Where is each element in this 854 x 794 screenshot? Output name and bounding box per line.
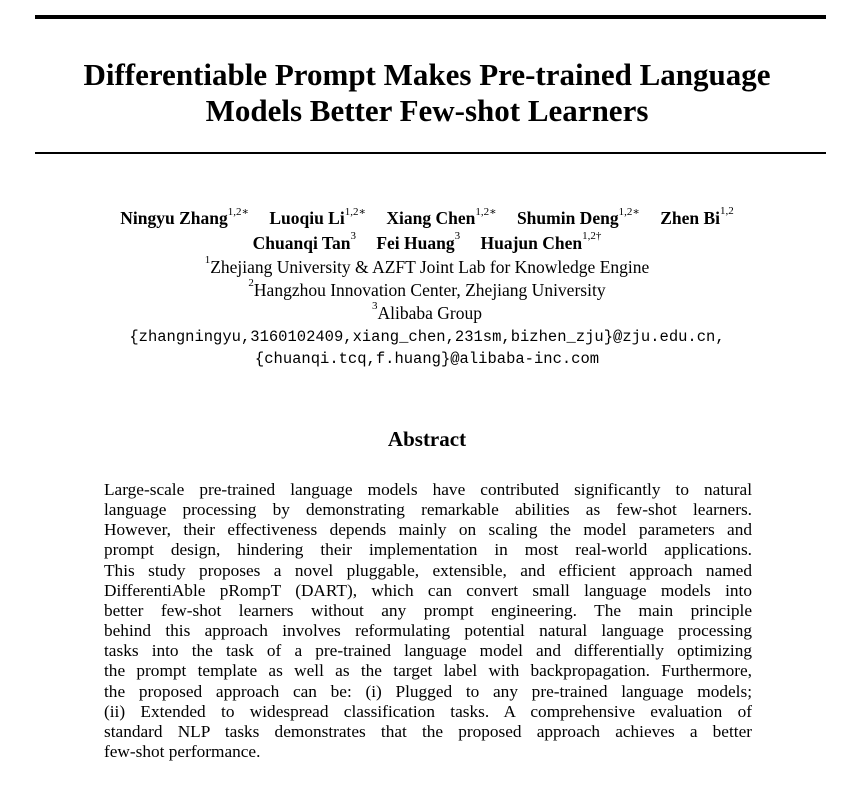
abstract-line: standard NLP tasks demonstrates that the proposed approach achieves a better bbox=[104, 721, 752, 741]
abstract-line: prompt design, hindering their implementation in most real-world applications. bbox=[104, 540, 752, 560]
abstract-line: the prompt template as well as the target label with backpropagation. Furthermore, bbox=[104, 661, 752, 681]
abstract-line: the proposed approach can be: (i) Plugged to any pre-trained language models; bbox=[104, 681, 752, 701]
author: Xiang Chen$^{1,2∗}$ bbox=[386, 206, 497, 228]
abstract-line: behind this approach involves reformulating potential natural language processing bbox=[104, 621, 752, 641]
top-rule bbox=[35, 15, 826, 19]
abstract-line: DifferentiAble pRompT (DART), which can convert small language models into bbox=[104, 580, 752, 600]
affiliation: $^1$Zhejiang University & AZFT Joint Lab for Knowledge Engine bbox=[204, 254, 650, 277]
abstract-line: Large-scale pre-trained language models have contributed significantly to natural bbox=[104, 480, 752, 499]
paper-title-line-1: Differentiable Prompt Makes Pre-trained Language bbox=[83, 57, 771, 92]
bottom-rule bbox=[35, 152, 826, 154]
author: Zhen Bi$^{1,2}$ bbox=[660, 205, 734, 228]
abstract-line: better few-shot learners without any prompt engineering. The main principle bbox=[104, 600, 752, 620]
author: Luoqiu $Li^{1,2∗}$ bbox=[269, 206, 366, 228]
author: Fei Huang$^3$ bbox=[376, 230, 461, 253]
abstract-line: This study proposes a novel pluggable, extensible, and efficient approach named bbox=[104, 560, 752, 580]
abstract-line: few-shot performance. bbox=[104, 741, 261, 761]
paper-title-line-2: Models Better Few-shot Learners bbox=[205, 93, 649, 128]
email-line: {chuanqi.tcq,f.huang}@alibaba-inc.com bbox=[254, 350, 600, 368]
affiliation: $^2$Hangzhou Innovation Center, Zhejiang University bbox=[248, 277, 606, 300]
abstract-heading: Abstract bbox=[387, 427, 467, 451]
author-line-1 bbox=[0, 205, 854, 229]
abstract-line: (ii) Extended to widespread classification tasks. A comprehensive evaluation of bbox=[104, 701, 752, 721]
email-line: {zhangningyu,3160102409,xiang_chen,231sm,bizhen_zju}@zju.edu.cn, bbox=[129, 328, 725, 346]
author: Ningyu Zhang$^{1,2∗}$ bbox=[120, 206, 249, 228]
abstract-line: language processing by demonstrating remarkable abilities as few-shot learners. bbox=[104, 500, 752, 520]
abstract-line: However, their effectiveness depends mainly on scaling the model parameters and bbox=[104, 520, 752, 540]
author: Chuanqi Tan$^3$ bbox=[252, 230, 356, 253]
affiliation: $^3$Alibaba Group bbox=[372, 300, 482, 323]
abstract-line: tasks into the task of a pre-trained language model and differentially optimizing bbox=[104, 641, 752, 661]
author-line-2 bbox=[0, 230, 854, 254]
author: Shumin Deng$^{1,2∗}$ bbox=[516, 206, 640, 228]
author: Huajun Chen$^{1,2\dagger}$ bbox=[480, 230, 602, 253]
